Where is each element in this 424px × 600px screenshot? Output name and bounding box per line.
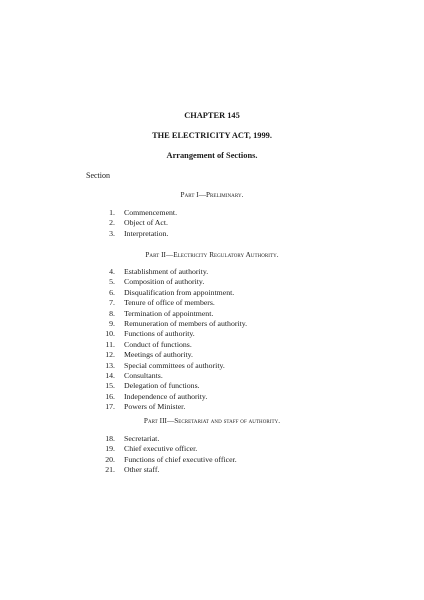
part-3-section-list: [0, 434, 424, 476]
section-number: 15.: [105, 381, 115, 391]
section-number: 7.: [109, 298, 115, 308]
part-2-heading: Part II—Electricity Regulatory Authority.: [145, 251, 279, 259]
section-entry: [0, 402, 424, 412]
section-title: Consultants.: [124, 370, 163, 380]
section-entry: [0, 444, 424, 454]
section-title: Object of Act.: [124, 218, 168, 228]
section-title: Delegation of functions.: [124, 381, 200, 391]
section-number: 4.: [109, 267, 115, 276]
section-number: 9.: [109, 318, 115, 328]
section-entry: [0, 329, 424, 339]
section-entry: [0, 455, 424, 465]
section-number: 16.: [105, 391, 115, 401]
section-number: 19.: [105, 444, 115, 454]
section-entry: [0, 298, 424, 308]
section-number: 2.: [109, 218, 115, 228]
section-number: 21.: [105, 465, 115, 475]
section-number: 10.: [105, 329, 115, 339]
section-title: Meetings of authority.: [124, 350, 194, 360]
section-number: 18.: [105, 434, 115, 443]
section-number: 8.: [109, 308, 115, 318]
section-number: 17.: [105, 402, 115, 412]
section-number: 11.: [105, 339, 115, 349]
section-number: 5.: [109, 277, 115, 287]
section-entry: [0, 465, 424, 475]
section-title: Functions of chief executive officer.: [124, 454, 237, 464]
section-title: Special committees of authority.: [124, 360, 225, 370]
section-entry: [0, 218, 424, 228]
part-1-section-list: [0, 208, 424, 239]
section-entry: [0, 392, 424, 402]
section-title: Powers of Minister.: [124, 402, 186, 412]
part-1-heading: Part I—Preliminary.: [180, 191, 244, 199]
section-entry: [0, 208, 424, 218]
section-entry: [0, 319, 424, 329]
section-entry: [0, 434, 424, 444]
section-entry: [0, 288, 424, 298]
section-entry: [0, 267, 424, 277]
section-title: Secretariat.: [124, 434, 160, 443]
section-number: 3.: [109, 228, 115, 238]
chapter-heading: CHAPTER 145: [184, 111, 240, 120]
section-title: Interpretation.: [124, 228, 169, 238]
section-entry: [0, 361, 424, 371]
section-entry: [0, 381, 424, 391]
section-column-label: Section: [86, 171, 110, 180]
section-number: 13.: [105, 360, 115, 370]
section-title: Composition of authority.: [124, 277, 205, 287]
section-title: Conduct of functions.: [124, 339, 192, 349]
section-title: Disqualification from appointment.: [124, 287, 235, 297]
section-title: Remuneration of members of authority.: [124, 318, 248, 328]
section-entry: [0, 340, 424, 350]
section-number: 12.: [105, 350, 115, 360]
section-title: Commencement.: [124, 208, 178, 217]
section-entry: [0, 371, 424, 381]
section-number: 6.: [109, 287, 115, 297]
act-title: THE ELECTRICITY ACT, 1999.: [152, 131, 272, 140]
section-entry: [0, 277, 424, 287]
section-entry: [0, 229, 424, 239]
part-2-section-list: [0, 267, 424, 412]
section-title: Chief executive officer.: [124, 444, 198, 454]
section-title: Other staff.: [124, 465, 160, 475]
part-3-heading: Part III—Secretariat and staff of authority.: [143, 417, 281, 425]
section-entry: [0, 350, 424, 360]
section-entry: [0, 309, 424, 319]
section-number: 20.: [105, 454, 115, 464]
section-number: 14.: [105, 370, 115, 380]
section-title: Independence of authority.: [124, 391, 208, 401]
section-number: 1.: [109, 208, 115, 217]
section-title: Tenure of office of members.: [124, 298, 215, 308]
section-title: Establishment of authority.: [124, 267, 209, 276]
arrangement-heading: Arrangement of Sections.: [166, 151, 258, 160]
section-title: Termination of appointment.: [124, 308, 214, 318]
section-title: Functions of authority.: [124, 329, 195, 339]
